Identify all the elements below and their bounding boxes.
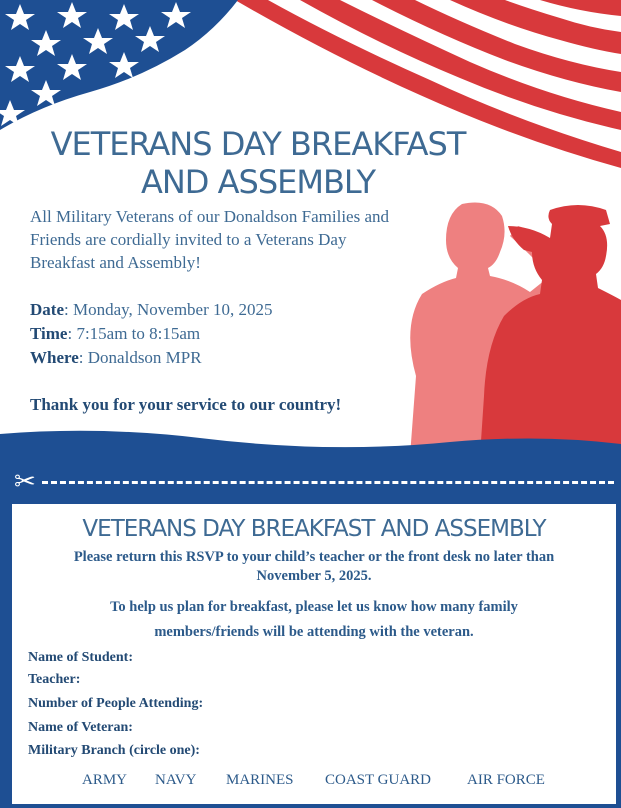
rsvp-return-line2: November 5, 2025. <box>256 568 372 584</box>
where-label: Where <box>30 348 79 367</box>
thank-you-text: Thank you for your service to our country! <box>30 395 342 414</box>
branch-air-force[interactable]: AIR FORCE <box>467 772 545 788</box>
time-value: : 7:15am to 8:15am <box>67 324 201 343</box>
date-line <box>30 300 273 320</box>
branch-coast-guard[interactable]: COAST GUARD <box>325 772 431 788</box>
page-title-line2: AND ASSEMBLY <box>140 163 376 202</box>
invitation-text: All Military Veterans of our Donaldson Families and Friends are cordially invited to a Veterans Day Breakfast and Assembly! <box>30 207 389 272</box>
branch-navy[interactable]: NAVY <box>155 772 197 788</box>
rsvp-plan-line2: members/friends will be attending with the veteran. <box>154 624 474 640</box>
time-label: Time <box>30 324 68 343</box>
scissors-icon: ✂ <box>14 467 36 497</box>
date-value: : Monday, November 10, 2025 <box>63 300 273 319</box>
field-teacher[interactable]: Teacher: <box>28 672 81 687</box>
field-veteran-name[interactable]: Name of Veteran: <box>28 720 133 735</box>
rsvp-return-line1: Please return this RSVP to your child’s teacher or the front desk no later than <box>73 549 555 565</box>
saluting-silhouettes <box>400 196 621 456</box>
branch-army[interactable]: ARMY <box>82 772 128 788</box>
date-label: Date <box>30 300 64 319</box>
page-title <box>0 125 516 201</box>
branch-marines[interactable]: MARINES <box>226 772 294 788</box>
cut-line <box>42 481 614 484</box>
field-student-name[interactable]: Name of Student: <box>28 650 133 665</box>
page-title-line1: VETERANS DAY BREAKFAST <box>50 125 466 164</box>
rsvp-title: VETERANS DAY BREAKFAST AND ASSEMBLY <box>82 516 546 542</box>
rsvp-plan-line1: To help us plan for breakfast, please let us know how many family <box>110 599 518 615</box>
where-line <box>30 348 202 368</box>
field-military-branch: Military Branch (circle one): <box>28 743 200 758</box>
rsvp-form <box>12 504 616 804</box>
time-line <box>30 324 200 344</box>
field-people-attending[interactable]: Number of People Attending: <box>28 696 204 711</box>
where-value: : Donaldson MPR <box>78 348 202 367</box>
